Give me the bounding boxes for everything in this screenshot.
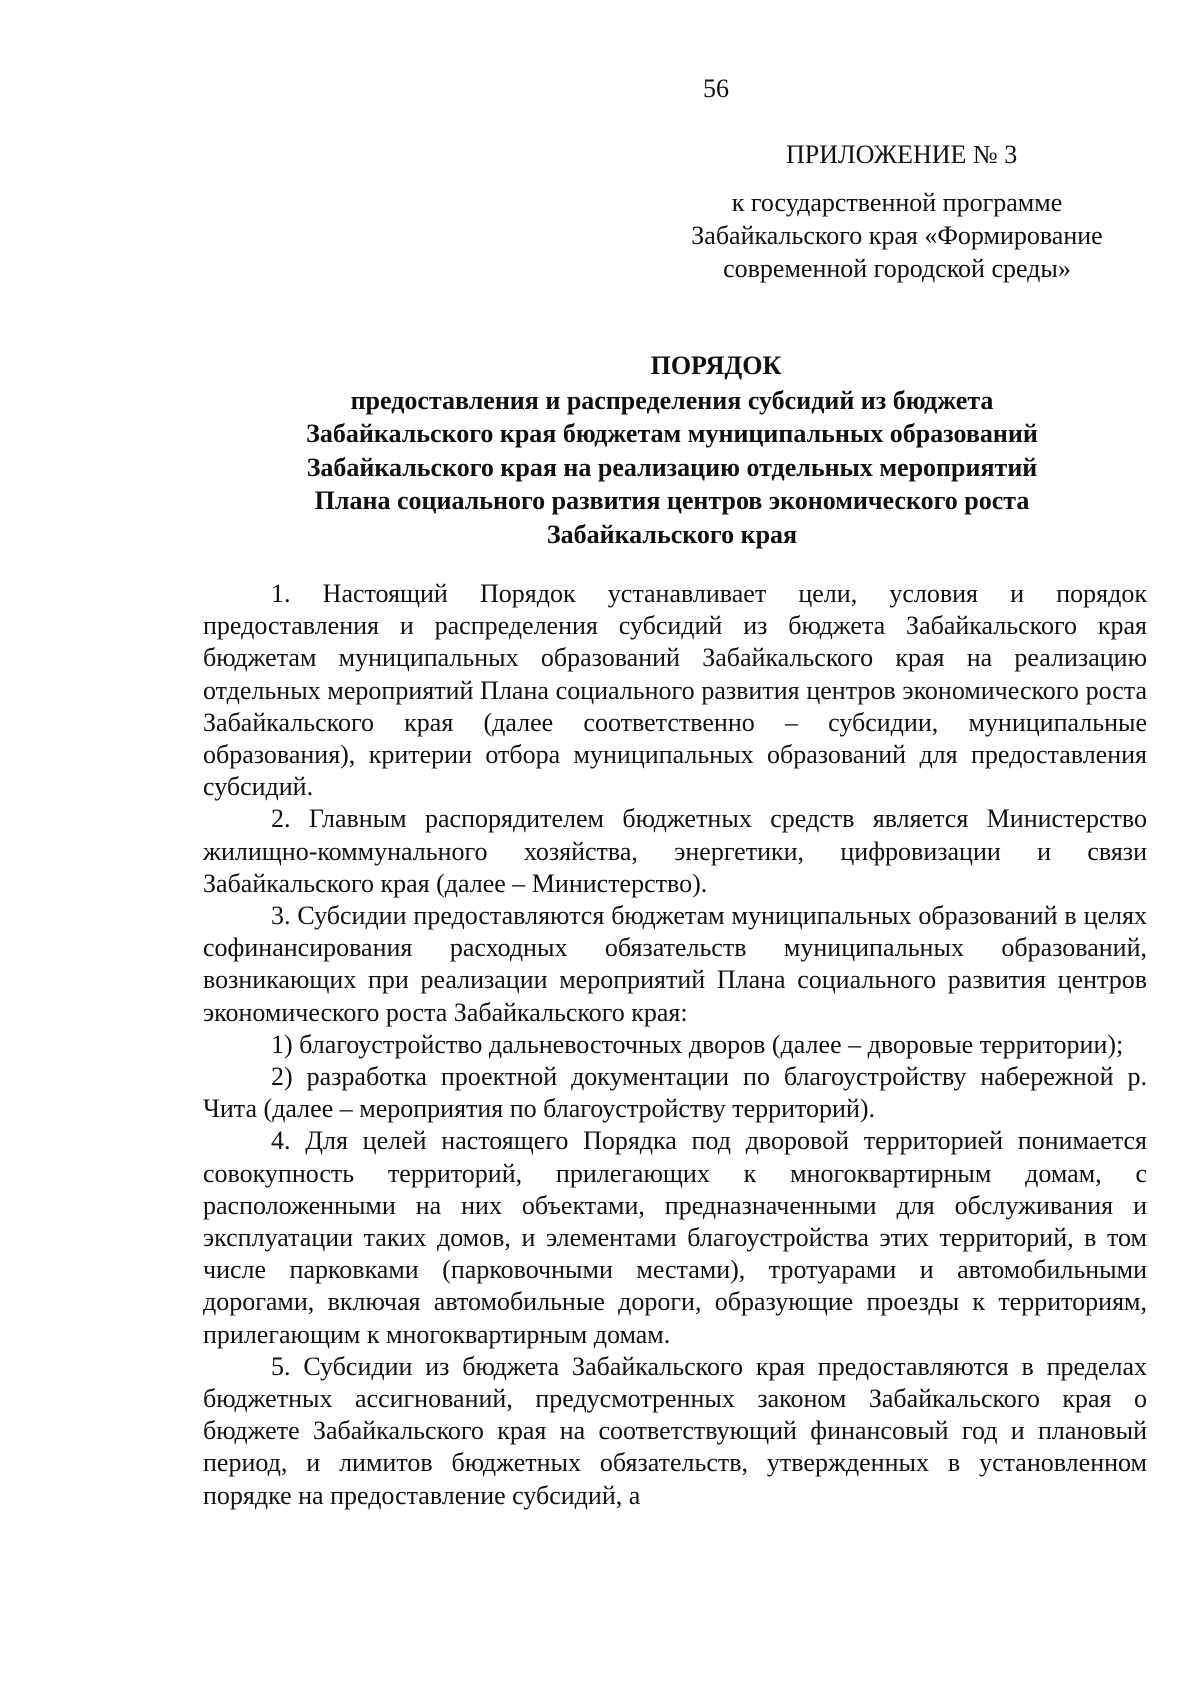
appendix-reference (660, 186, 1134, 285)
paragraph-5: 5. Субсидии из бюджета Забайкальского края предоставляются в пределах бюджетных ассигнований, предусмотренных законом Забайкальского края о бюджете Забайкальского края на соответствующий финансовый год и плановый период, и лимитов бюджетных обязательств, утвержденных в установленном порядке на предоставление субсидий, а (203, 1351, 1147, 1510)
document-body (203, 578, 1147, 1512)
document-subtitle (270, 384, 1074, 551)
appendix-reference-line: к государственной программе (731, 188, 1063, 217)
paragraph-3-item-1: 1) благоустройство дальневосточных дворов (далее – дворовые территории); (271, 1029, 1124, 1059)
paragraph-3-item-2: 2) разработка проектной документации по благоустройству набережной р. Чита (далее – мероприятия по благоустройству территорий). (203, 1062, 1147, 1124)
document-subtitle-line: предоставления и распределения субсидий из бюджета (350, 386, 994, 415)
document-subtitle-line: Забайкальского края бюджетам муниципальных образований (306, 419, 1038, 449)
paragraph-4: 4. Для целей настоящего Порядка под дворовой территорией понимается совокупность территорий, прилегающих к многоквартирным домам, с расположенными на них объектами, предназначенными для обслуживания и эксплуатации таких домов, и элементами благоустройства этих территорий, в том числе парковками (парковочными местами), тротуарами и автомобильными дорогами, включая автомобильные дороги, образующие проезды к территориям, прилегающим к многоквартирным домам. (203, 1126, 1147, 1349)
document-subtitle-line: Плана социального развития центров экономического роста (314, 486, 1030, 516)
document-subtitle-line: Забайкальского края на реализацию отдельных мероприятий (306, 452, 1038, 482)
paragraph-1: 1. Настоящий Порядок устанавливает цели, условия и порядок предоставления и распределения субсидий из бюджета Забайкальского края бюджетам муниципальных образований Забайкальского края на реализацию отдельных мероприятий Плана социального развития центров экономического роста Забайкальского края (далее соответственно – субсидии, муниципальные образования), критерии отбора муниципальных образований для предоставления субсидий. (203, 579, 1147, 802)
document-subtitle-line: Забайкальского края (546, 519, 798, 549)
appendix-title: ПРИЛОЖЕНИЕ № 3 (786, 140, 1018, 169)
document-title: ПОРЯДОК (650, 351, 782, 380)
page-number: 56 (703, 74, 729, 103)
appendix-reference-line: Забайкальского края «Формирование (691, 221, 1103, 250)
appendix-reference-line: современной городской среды» (723, 254, 1071, 283)
paragraph-2: 2. Главным распорядителем бюджетных средств является Министерство жилищно-коммунального хозяйства, энергетики, цифровизации и связи Забайкальского края (далее – Министерство). (203, 804, 1147, 898)
paragraph-3: 3. Субсидии предоставляются бюджетам муниципальных образований в целях софинансирования расходных обязательств муниципальных образований, возникающих при реализации мероприятий Плана социального развития центров экономического роста Забайкальского края: (203, 901, 1147, 1027)
